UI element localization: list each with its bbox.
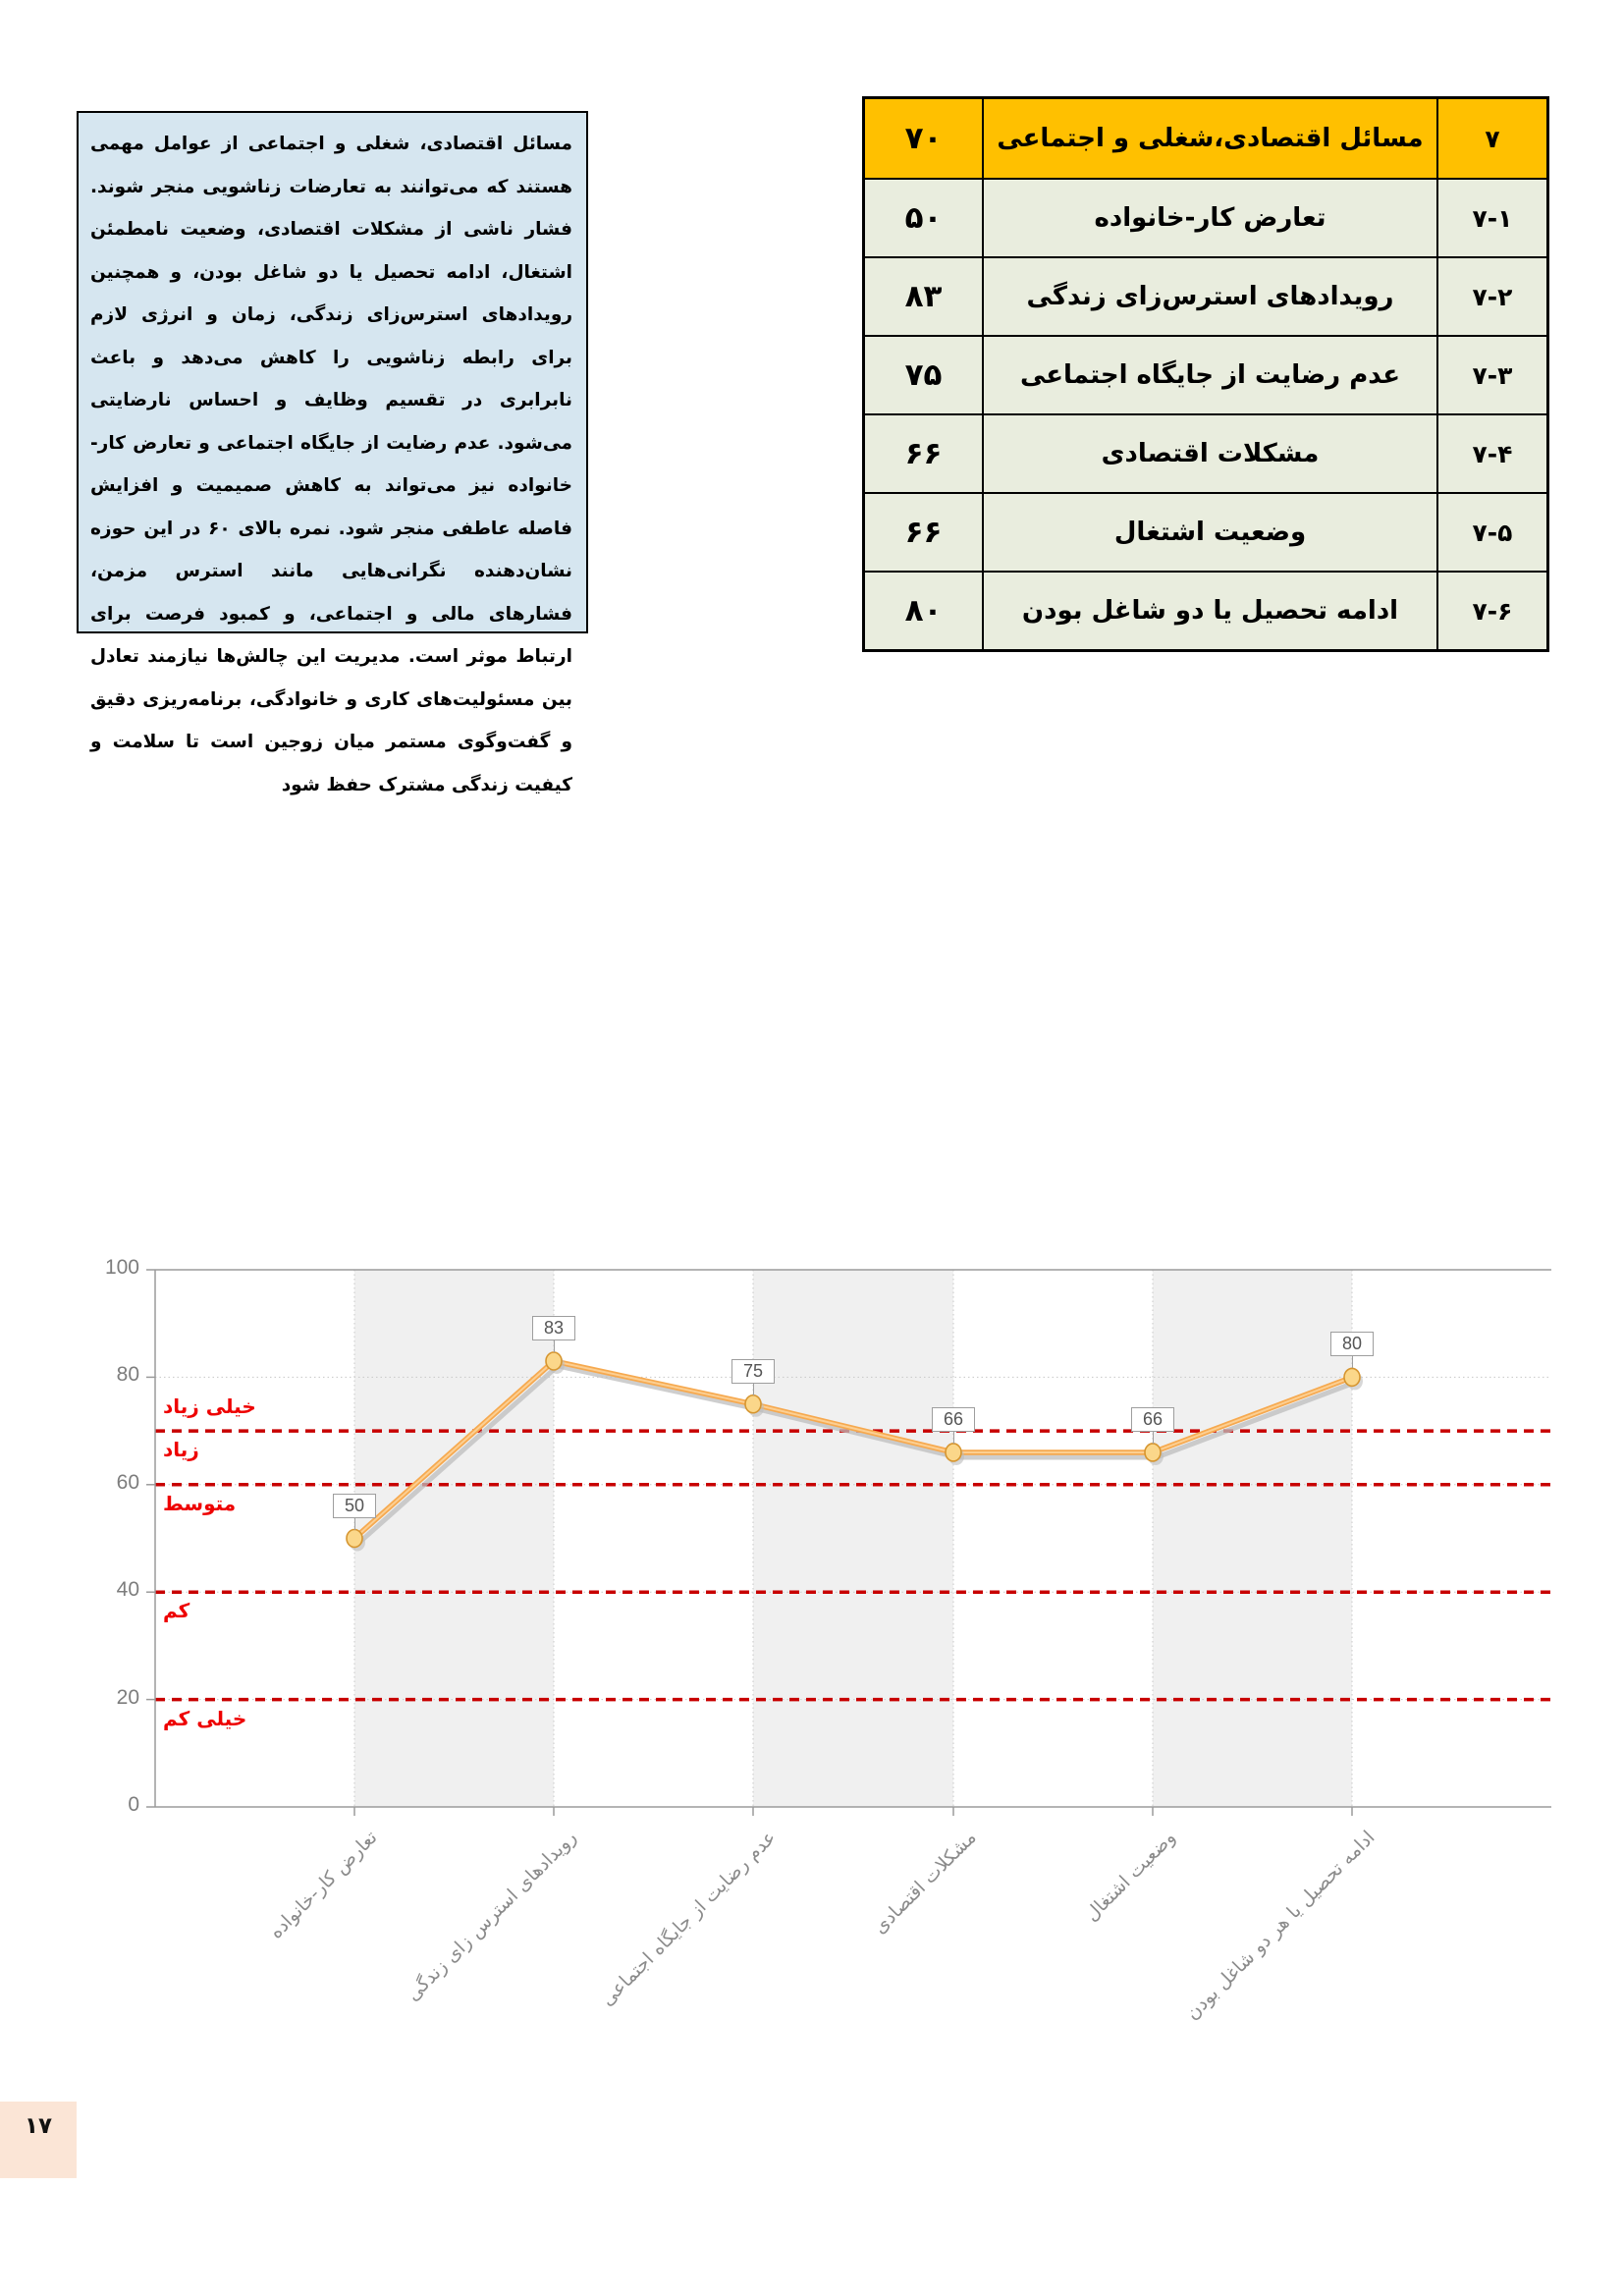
row-id: ۷-۱: [1438, 180, 1546, 256]
data-point-marker: [1145, 1444, 1161, 1461]
row-label: ادامه تحصیل یا دو شاغل بودن: [982, 573, 1438, 649]
row-id: ۷-۳: [1438, 337, 1546, 413]
row-id: ۷: [1438, 99, 1546, 178]
scores-table: [862, 96, 1549, 652]
row-label: مسائل اقتصادی،شغلی و اجتماعی: [982, 99, 1438, 178]
zone-label: متوسط: [163, 1491, 237, 1515]
x-axis-category-label: مشکلات اقتصادی: [869, 1827, 981, 1939]
row-score: ۷۰: [865, 99, 982, 178]
zone-label: کم: [163, 1599, 190, 1623]
data-point-label: 66: [1131, 1407, 1174, 1432]
data-point-marker: [745, 1395, 761, 1413]
row-id: ۷-۴: [1438, 415, 1546, 492]
y-axis-tick-label: 60: [116, 1470, 139, 1494]
row-label: مشکلات اقتصادی: [982, 415, 1438, 492]
data-point-label: 83: [532, 1316, 575, 1340]
x-axis-category-label: تعارض کار-خانواده: [265, 1827, 382, 1943]
data-point-label: 50: [333, 1494, 376, 1518]
page-number-box: [0, 2102, 77, 2178]
row-id: ۷-۲: [1438, 258, 1546, 335]
table-row: [865, 256, 1546, 335]
data-label-leader: [354, 1518, 355, 1530]
x-axis-category-label: وضعیت اشتغال: [1080, 1827, 1180, 1926]
x-axis-category-label: عدم رضایت از جایگاه اجتماعی: [596, 1827, 781, 2011]
table-row: [865, 571, 1546, 649]
data-label-leader: [753, 1384, 754, 1395]
row-score: ۸۰: [865, 573, 982, 649]
data-point-marker: [946, 1444, 961, 1461]
y-axis-tick-label: 40: [116, 1578, 139, 1602]
info-box-text: مسائل اقتصادی، شغلی و اجتماعی از عوامل مهمی هستند که می‌توانند به تعارضات زناشویی منجر شوند. فشار ناشی از مشکلات اقتصادی، وضعیت نامطمئن اشتغال، ادامه تحصیل یا دو شاغل بودن، و همچنین رویدادهای استرس‌زای زندگی، زمان و انرژی لازم برای رابطه زناشویی را کاهش می‌دهد و باعث نابرابری در تقسیم وظایف و احساس نارضایتی می‌شود. عدم رضایت از جایگاه اجتماعی و تعارض کار-خانواده نیز می‌تواند به کاهش صمیمیت و افزایش فاصله عاطفی منجر شود. نمره بالای ۶۰ در این حوزه نشان‌دهنده نگرانی‌هایی مانند استرس مزمن، فشارهای مالی و اجتماعی، و کمبود فرصت برای ارتباط موثر است. مدیریت این چالش‌ها نیازمند تعادل بین مسئولیت‌های کاری و خانوادگی، برنامه‌ریزی دقیق و گفت‌وگوی مستمر میان زوجین است تا سلامت و کیفیت زندگی مشترک حفظ شود: [90, 134, 572, 795]
data-point-marker: [546, 1352, 562, 1370]
row-score: ۶۶: [865, 494, 982, 571]
y-axis-tick-label: 20: [116, 1685, 139, 1709]
row-label: رویدادهای استرس‌زای زندگی: [982, 258, 1438, 335]
y-axis-tick-label: 0: [128, 1793, 139, 1816]
data-label-leader: [554, 1340, 555, 1352]
row-label: وضعیت اشتغال: [982, 494, 1438, 571]
data-point-marker: [1344, 1368, 1360, 1386]
data-label-leader: [953, 1432, 954, 1444]
data-point-label: 75: [731, 1359, 775, 1384]
info-box: [77, 111, 588, 795]
zone-label: خیلی کم: [163, 1706, 247, 1730]
row-id: ۷-۶: [1438, 573, 1546, 649]
data-point-label: 80: [1330, 1332, 1374, 1356]
data-point-label: 66: [932, 1407, 975, 1432]
row-label: تعارض کار-خانواده: [982, 180, 1438, 256]
zone-label: خیلی زیاد: [163, 1394, 256, 1419]
stress-factors-chart: [0, 1218, 1624, 2102]
y-axis-tick-label: 80: [116, 1363, 139, 1387]
data-point-marker: [347, 1530, 362, 1548]
data-label-leader: [1153, 1432, 1154, 1444]
row-score: ۵۰: [865, 180, 982, 256]
row-score: ۶۶: [865, 415, 982, 492]
row-score: ۸۳: [865, 258, 982, 335]
page-number: ۱۷: [24, 2113, 53, 2139]
row-score: ۷۵: [865, 337, 982, 413]
x-axis-category-label: رویدادهای استرس زای زندگی: [402, 1827, 581, 2006]
zone-label: زیاد: [163, 1438, 199, 1462]
table-header-row: [865, 99, 1546, 178]
y-axis-tick-label: 100: [104, 1256, 139, 1279]
table-row: [865, 178, 1546, 256]
x-axis-category-label: ادامه تحصیل یا هر دو شاغل بودن: [1181, 1827, 1380, 2025]
data-label-leader: [1352, 1356, 1353, 1368]
table-row: [865, 413, 1546, 492]
table-row: [865, 492, 1546, 571]
row-label: عدم رضایت از جایگاه اجتماعی: [982, 337, 1438, 413]
table-row: [865, 335, 1546, 413]
row-id: ۷-۵: [1438, 494, 1546, 571]
